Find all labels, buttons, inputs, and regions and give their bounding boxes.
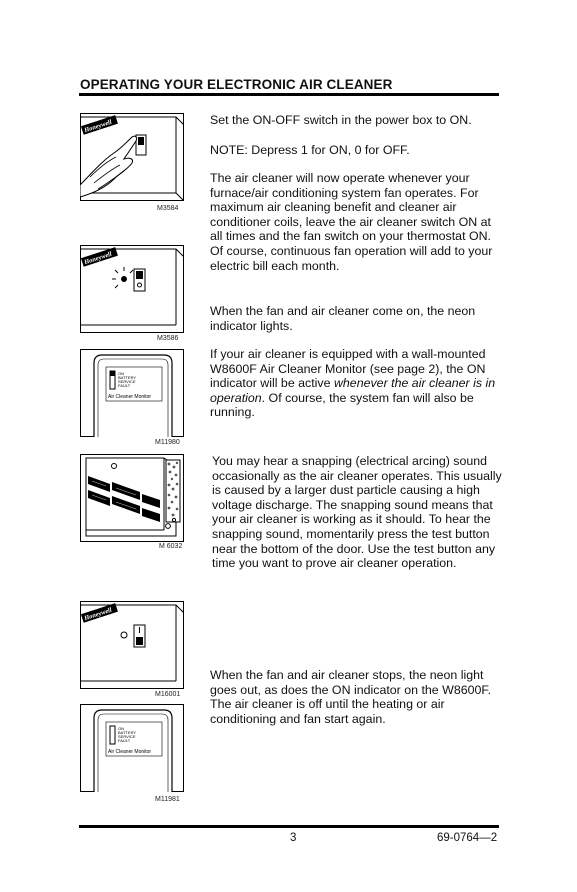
- paragraph-monitor-emphasis: whenever the air cleaner is in operation: [210, 376, 496, 405]
- status-label-service: SERVICE: [118, 379, 136, 384]
- status-label-fault: FAULT: [118, 383, 131, 388]
- test-button-icon: [166, 524, 171, 529]
- paragraph-neon-on: When the fan and air cleaner come on, the neon indicator lights.: [210, 304, 476, 333]
- paragraph-off: When the fan and air cleaner stops, the neon light goes out, as does the ON indicator on the W8600F. The air cleaner is off until the heating or air conditioning and fan start again.: [210, 668, 492, 726]
- page-number: 3: [290, 832, 297, 844]
- on-indicator-icon: [110, 371, 115, 376]
- brand-logo: Honeywell: [83, 118, 113, 135]
- note-depress: NOTE: Depress 1 for ON, 0 for OFF.: [210, 143, 410, 157]
- paragraph-operation: The air cleaner will now operate whenever your furnace/air conditioning system fan operates. For maximum air cleaning benefit and cleaner air conditioner coils, leave the air cleaner switch ON at all times and the fan switch on your thermostat ON. Of course, continuous fan operation will add to your electric bill each month.: [210, 171, 493, 273]
- status-label-on: ON: [118, 726, 124, 731]
- brand-logo: Honeywell: [83, 250, 113, 267]
- power-box-neon-illustration: [80, 245, 184, 333]
- figure-code: M11981: [155, 796, 180, 803]
- paragraph-monitor: [210, 347, 502, 420]
- monitor-label: Air Cleaner Monitor: [108, 394, 152, 400]
- status-label-service: SERVICE: [118, 734, 136, 739]
- figure-test-button: [80, 454, 184, 542]
- figure-code: M11980: [155, 439, 180, 446]
- power-box-hand-illustration: [80, 113, 184, 201]
- bottom-rule: [79, 825, 499, 828]
- status-label-on: ON: [118, 371, 124, 376]
- paragraph-monitor-text: If your air cleaner is equipped with a wall-mounted W8600F Air Cleaner Monitor (see page 2), the ON indicator will be active: [210, 347, 486, 391]
- monitor-label: Air Cleaner Monitor: [108, 749, 152, 755]
- status-label-battery: BATTERY: [118, 375, 137, 380]
- page-title: OPERATING YOUR ELECTRONIC AIR CLEANER: [80, 77, 393, 92]
- figure-code: M3586: [157, 335, 179, 342]
- neon-indicator-off-icon: [121, 632, 127, 638]
- figure-code: M16001: [155, 691, 181, 698]
- document-code: 69-0764—2: [437, 832, 498, 844]
- figure-monitor-on: [80, 349, 184, 437]
- figure-power-box-off: [80, 601, 184, 689]
- brand-logo: Honeywell: [83, 606, 113, 623]
- air-cleaner-monitor-off-illustration: [80, 704, 184, 792]
- status-label-battery: BATTERY: [118, 730, 137, 735]
- figure-neon-indicator: [80, 245, 184, 333]
- top-rule: [79, 93, 499, 96]
- air-cleaner-monitor-illustration: [80, 349, 184, 437]
- indicator-column-icon: [110, 726, 115, 744]
- figure-power-box-switch: [80, 113, 184, 201]
- power-box-off-illustration: [80, 601, 184, 689]
- neon-indicator-icon: [121, 276, 127, 282]
- figure-code: M 6032: [159, 543, 183, 550]
- air-cleaner-door-illustration: [80, 454, 184, 542]
- figure-code: M3584: [157, 205, 179, 212]
- paragraph-snapping: You may hear a snapping (electrical arcing) sound occasionally as the air cleaner operates. This usually is caused by a larger dust particle causing a high voltage discharge. The snapping sound means that your air cleaner is working as it should. To hear the snapping sound, momentarily press the test button near the bottom of the door. Use the test button any time you want to prove air cleaner operation.: [212, 454, 502, 571]
- status-label-fault: FAULT: [118, 738, 131, 743]
- paragraph-monitor-text-end: . Of course, the system fan will also be running.: [210, 390, 474, 420]
- figure-monitor-off: [80, 704, 184, 792]
- instruction-switch-on: Set the ON-OFF switch in the power box to ON.: [210, 113, 472, 127]
